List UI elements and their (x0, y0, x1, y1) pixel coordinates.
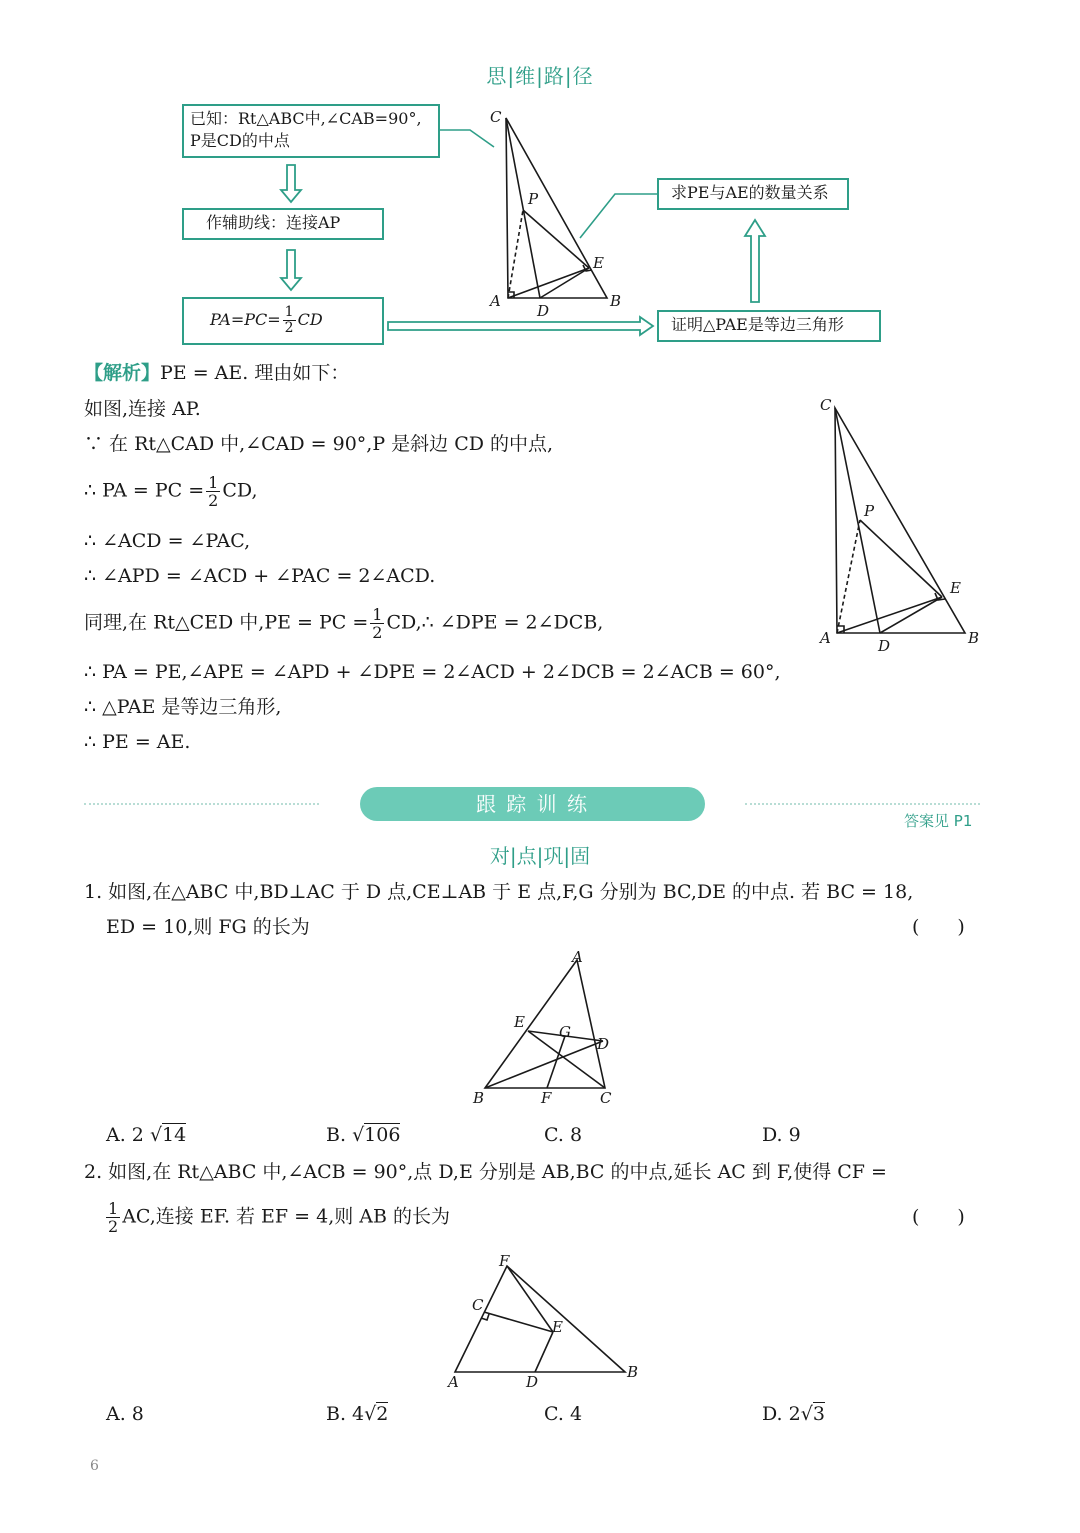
q1-option-b-radicand: 106 (364, 1124, 401, 1146)
solution-l4b: CD, (222, 479, 258, 502)
q2-answer-paren: ( ) (912, 1206, 965, 1228)
q1-option-a[interactable] (106, 1124, 186, 1146)
fig2-label-e: E (950, 579, 961, 597)
q2-figure (440, 1250, 650, 1395)
connector-goal (580, 194, 657, 238)
q1-answer-paren: ( ) (912, 916, 965, 938)
up-arrow (745, 220, 765, 302)
banner-divider-right (745, 803, 980, 805)
fig2-label-p: P (864, 502, 875, 520)
frac-den: 2 (208, 491, 219, 510)
sqrt-sign: √ (364, 1403, 377, 1425)
solution-line-3: ∵ 在 Rt△CAD 中,∠CAD = 90°,P 是斜边 CD 的中点, (84, 433, 554, 455)
fig2-label-a: A (820, 629, 831, 647)
goal-text: 求PE与AE的数量关系 (671, 183, 829, 202)
solution-l7a: 同理,在 Rt△CED 中,PE = PC = (84, 611, 369, 634)
q1-option-a-radicand: 14 (162, 1124, 187, 1146)
frac-num: 1 (372, 605, 383, 624)
prove-text: 证明△PAE是等边三角形 (671, 315, 844, 334)
q2-option-d[interactable] (762, 1403, 825, 1425)
solution-line-9: ∴ △PAE 是等边三角形, (84, 696, 282, 718)
solution-line-6: ∴ ∠APD = ∠ACD + ∠PAC = 2∠ACD. (84, 565, 436, 587)
q2-option-a[interactable]: A. 8 (106, 1403, 144, 1425)
training-subtitle: 对|点|巩|固 (489, 844, 591, 868)
q1-option-d[interactable]: D. 9 (762, 1124, 801, 1146)
aux-text: 作辅助线：连接AP (206, 213, 341, 232)
q1-label-c: C (600, 1089, 612, 1107)
pa-num: 1 (284, 304, 294, 320)
fig1-label-c: C (490, 108, 502, 126)
q2-line-2 (104, 1200, 450, 1235)
solution-line-10: ∴ PE = AE. (84, 731, 191, 753)
sqrt-sign: √ (800, 1403, 813, 1425)
q2-label-d: D (526, 1373, 539, 1391)
q2-frac-num: 1 (108, 1199, 119, 1218)
q1-figure (465, 945, 635, 1110)
q1-option-b[interactable] (326, 1124, 400, 1146)
banner-divider-left (84, 803, 319, 805)
fig1-label-b: B (610, 292, 622, 310)
q1-label-g: G (559, 1023, 571, 1041)
q2-label-e: E (552, 1318, 563, 1336)
solution-tag: 【解析】 (84, 362, 161, 384)
solution-line-1 (84, 360, 349, 386)
given-line1: 已知：Rt△ABC中,∠CAB=90°, (190, 109, 422, 128)
solution-l1: PE = AE. 理由如下： (160, 362, 350, 384)
q2-line-2-text: AC,连接 EF. 若 EF = 4,则 AB 的长为 (122, 1205, 451, 1228)
q2-option-d-label: D. 2 (762, 1403, 801, 1425)
q2-label-a: A (448, 1373, 459, 1391)
solution-line-8: ∴ PA = PE,∠APE = ∠APD + ∠DPE = 2∠ACD + 2∠DCB = 2∠ACB = 60°, (84, 661, 781, 683)
page-number: 6 (90, 1458, 99, 1474)
q1-option-c[interactable]: C. 8 (544, 1124, 583, 1146)
q1-label-f: F (541, 1089, 552, 1107)
flow-diagram (0, 0, 1080, 360)
solution-line-2: 如图,连接 AP. (84, 398, 201, 420)
solution-figure (810, 390, 1000, 660)
solution-line-5: ∴ ∠ACD = ∠PAC, (84, 530, 251, 552)
down-arrow-1 (281, 165, 301, 202)
sqrt-sign: √ (352, 1124, 365, 1146)
q2-label-b: B (627, 1363, 639, 1381)
fig1-label-e: E (593, 254, 604, 272)
fig1-label-p: P (528, 190, 539, 208)
fig1-label-d: D (537, 302, 550, 320)
down-arrow-2 (281, 250, 301, 290)
answer-reference: 答案见 P1 (904, 812, 973, 830)
q2-option-b-radicand: 2 (376, 1403, 389, 1425)
q2-line-1: 2. 如图,在 Rt△ABC 中,∠ACB = 90°,点 D,E 分别是 AB,BC 的中点,延长 AC 到 F,使得 CF = (84, 1161, 887, 1183)
given-line2: P是CD的中点 (190, 131, 290, 150)
frac-num: 1 (208, 473, 219, 492)
pa-right: CD (297, 310, 323, 329)
fig1-label-a: A (490, 292, 501, 310)
section-title: 思|维|路|径 (486, 64, 594, 88)
q1-option-b-label: B. (326, 1124, 347, 1146)
solution-line-4 (84, 474, 258, 509)
q1-option-a-label: A. 2 (106, 1124, 144, 1146)
q1-label-b: B (473, 1089, 485, 1107)
q2-label-c: C (472, 1296, 484, 1314)
training-banner: 跟 踪 训 练 (360, 787, 705, 821)
q1-label-d: D (597, 1035, 610, 1053)
q2-option-b-label: B. 4 (326, 1403, 365, 1425)
fig2-label-d: D (878, 637, 891, 655)
q2-option-b[interactable] (326, 1403, 388, 1425)
q1-line-2: ED = 10,则 FG 的长为 (106, 916, 310, 938)
q2-label-f: F (499, 1252, 510, 1270)
solution-line-7 (84, 606, 603, 641)
fig2-label-c: C (820, 396, 832, 414)
solution-l7b: CD,∴ ∠DPE = 2∠DCB, (386, 611, 604, 634)
q1-label-a: A (572, 948, 583, 966)
pa-den: 2 (284, 320, 294, 336)
q2-option-c[interactable]: C. 4 (544, 1403, 583, 1425)
q1-label-e: E (514, 1013, 525, 1031)
fig2-label-b: B (968, 629, 980, 647)
q2-option-d-radicand: 3 (812, 1403, 825, 1425)
frac-den: 2 (372, 623, 383, 642)
solution-l4a: ∴ PA = PC = (84, 479, 205, 502)
q2-frac-den: 2 (108, 1217, 119, 1236)
q1-line-1: 1. 如图,在△ABC 中,BD⊥AC 于 D 点,CE⊥AB 于 E 点,F,G 分别为 BC,DE 的中点. 若 BC = 18, (84, 881, 914, 903)
pa-left: PA=PC= (210, 310, 281, 329)
sqrt-sign: √ (149, 1124, 163, 1146)
connector-given (440, 130, 494, 147)
right-arrow (388, 317, 653, 335)
